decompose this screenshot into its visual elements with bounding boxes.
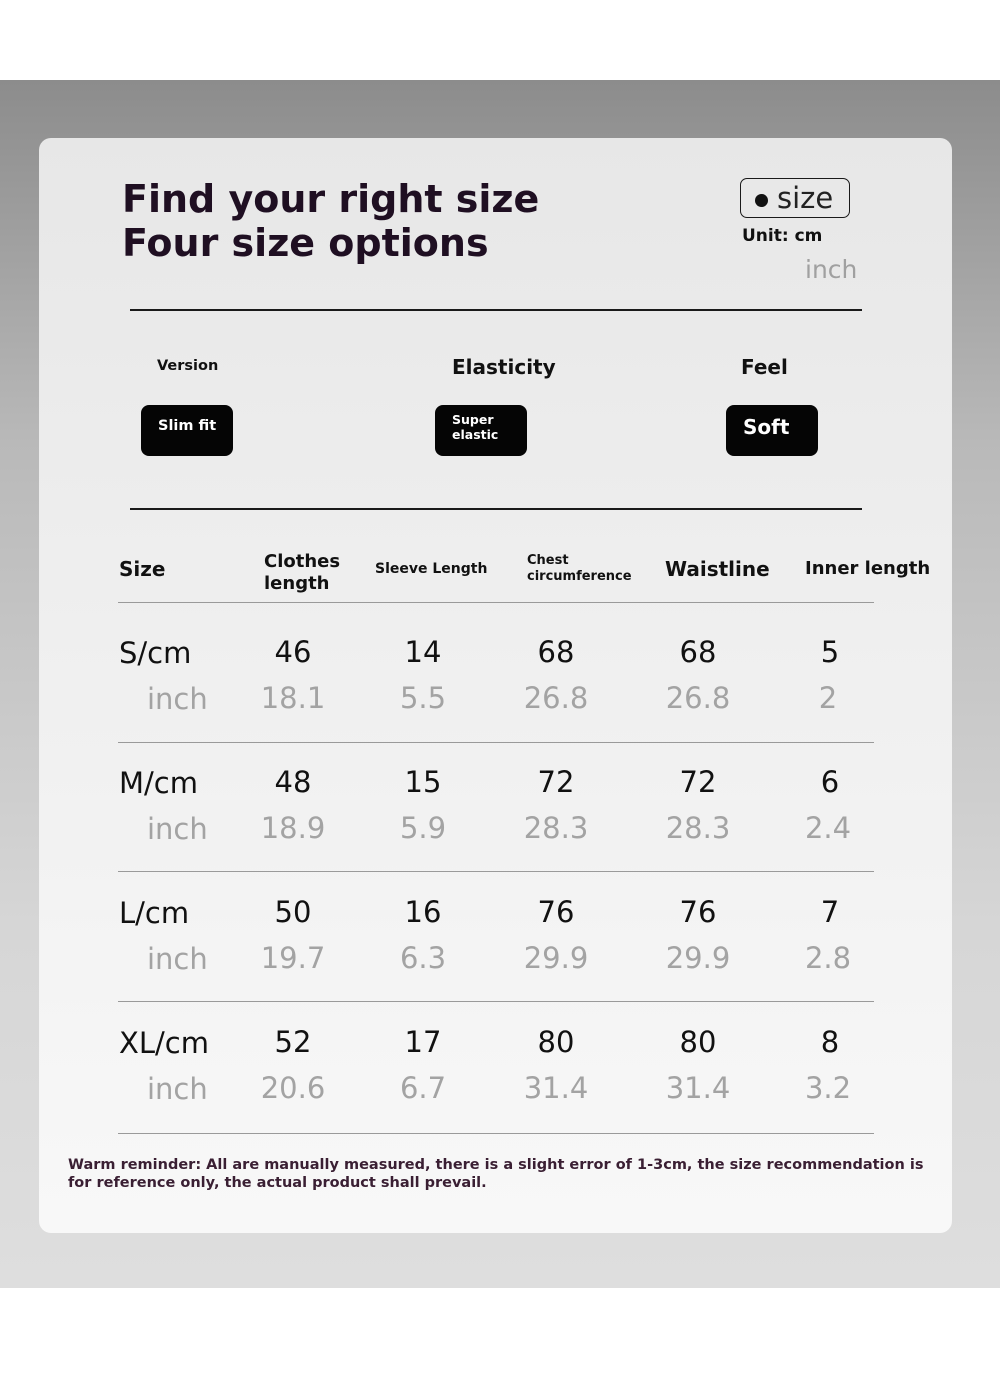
- cell-inner-length-cm: 6: [820, 765, 840, 799]
- cell-waistline-cm: 72: [679, 765, 717, 799]
- cell-clothes-length-inch: 18.1: [260, 681, 326, 715]
- cell-clothes-length-cm: 46: [274, 635, 312, 669]
- cell-sleeve-length-inch: 5.5: [399, 681, 447, 715]
- cell-clothes-length-inch: 20.6: [260, 1071, 326, 1105]
- cell-waistline-inch: 29.9: [665, 941, 731, 975]
- table-header-divider: [118, 602, 874, 603]
- badge-feel: [726, 405, 818, 456]
- cell-inner-length-inch: 2.4: [804, 811, 852, 845]
- unit-label: Unit: cm: [742, 226, 823, 246]
- size-name-inch: inch: [147, 942, 208, 976]
- cell-inner-length-cm: 5: [820, 635, 840, 669]
- size-name-cm: XL/cm: [119, 1026, 209, 1060]
- row-divider: [118, 742, 874, 743]
- table-bottom-divider: [118, 1133, 874, 1134]
- cell-inner-length-inch: 2.8: [804, 941, 852, 975]
- cell-inner-length-inch: 2: [818, 681, 838, 715]
- cell-clothes-length-cm: 52: [274, 1025, 312, 1059]
- warm-reminder-note: Warm reminder: All are manually measured, there is a slight error of 1-3cm, the size recommendation is for reference only, the actual product shall prevail.: [68, 1157, 924, 1191]
- cell-chest-cm: 76: [537, 895, 575, 929]
- cell-clothes-length-cm: 48: [274, 765, 312, 799]
- size-name-cm: L/cm: [119, 896, 190, 930]
- cell-sleeve-length-cm: 14: [404, 635, 442, 669]
- badge-version-label: Slim fit: [158, 418, 217, 434]
- cell-chest-inch: 29.9: [523, 941, 589, 975]
- cell-clothes-length-inch: 19.7: [260, 941, 326, 975]
- attr-heading-feel: Feel: [741, 355, 788, 379]
- cell-waistline-inch: 31.4: [665, 1071, 731, 1105]
- size-toggle-label: size: [777, 181, 834, 215]
- divider-middle: [130, 508, 862, 510]
- cell-inner-length-inch: 3.2: [804, 1071, 852, 1105]
- col-header-clothes-length: Clothes length: [264, 551, 341, 594]
- cell-sleeve-length-cm: 17: [404, 1025, 442, 1059]
- cell-inner-length-cm: 8: [820, 1025, 840, 1059]
- cell-chest-cm: 72: [537, 765, 575, 799]
- cell-clothes-length-inch: 18.9: [260, 811, 326, 845]
- cell-chest-inch: 28.3: [523, 811, 589, 845]
- cell-chest-inch: 31.4: [523, 1071, 589, 1105]
- col-header-sleeve-length: Sleeve Length: [375, 561, 488, 577]
- cell-chest-inch: 26.8: [523, 681, 589, 715]
- cell-sleeve-length-inch: 5.9: [399, 811, 447, 845]
- cell-waistline-cm: 68: [679, 635, 717, 669]
- col-header-waistline: Waistline: [665, 557, 770, 581]
- inch-label: inch: [805, 255, 858, 284]
- size-name-cm: S/cm: [119, 636, 192, 670]
- cell-sleeve-length-inch: 6.3: [399, 941, 447, 975]
- cell-chest-cm: 68: [537, 635, 575, 669]
- badge-elasticity-label: Super elastic: [452, 412, 499, 442]
- cell-waistline-inch: 26.8: [665, 681, 731, 715]
- col-header-chest-circumference: Chest circumference: [527, 553, 632, 584]
- size-name-inch: inch: [147, 1072, 208, 1106]
- title-line-2: Four size options: [122, 221, 489, 265]
- col-header-size: Size: [119, 557, 166, 581]
- divider-top: [130, 309, 862, 311]
- cell-waistline-cm: 76: [679, 895, 717, 929]
- cell-waistline-inch: 28.3: [665, 811, 731, 845]
- cell-chest-cm: 80: [537, 1025, 575, 1059]
- col-header-inner-length: Inner length: [805, 558, 931, 579]
- size-name-cm: M/cm: [119, 766, 198, 800]
- badge-elasticity: [435, 405, 527, 456]
- attr-heading-elasticity: Elasticity: [452, 355, 556, 379]
- radio-dot-icon: [755, 194, 768, 207]
- cell-clothes-length-cm: 50: [274, 895, 312, 929]
- attr-heading-version: Version: [157, 358, 219, 374]
- title-line-1: Find your right size: [122, 177, 540, 221]
- size-unit-toggle[interactable]: [740, 178, 850, 218]
- row-divider: [118, 871, 874, 872]
- cell-inner-length-cm: 7: [820, 895, 840, 929]
- size-name-inch: inch: [147, 682, 208, 716]
- cell-sleeve-length-cm: 15: [404, 765, 442, 799]
- badge-feel-label: Soft: [743, 415, 790, 439]
- cell-sleeve-length-cm: 16: [404, 895, 442, 929]
- row-divider: [118, 1001, 874, 1002]
- cell-sleeve-length-inch: 6.7: [399, 1071, 447, 1105]
- badge-version: [141, 405, 233, 456]
- cell-waistline-cm: 80: [679, 1025, 717, 1059]
- size-name-inch: inch: [147, 812, 208, 846]
